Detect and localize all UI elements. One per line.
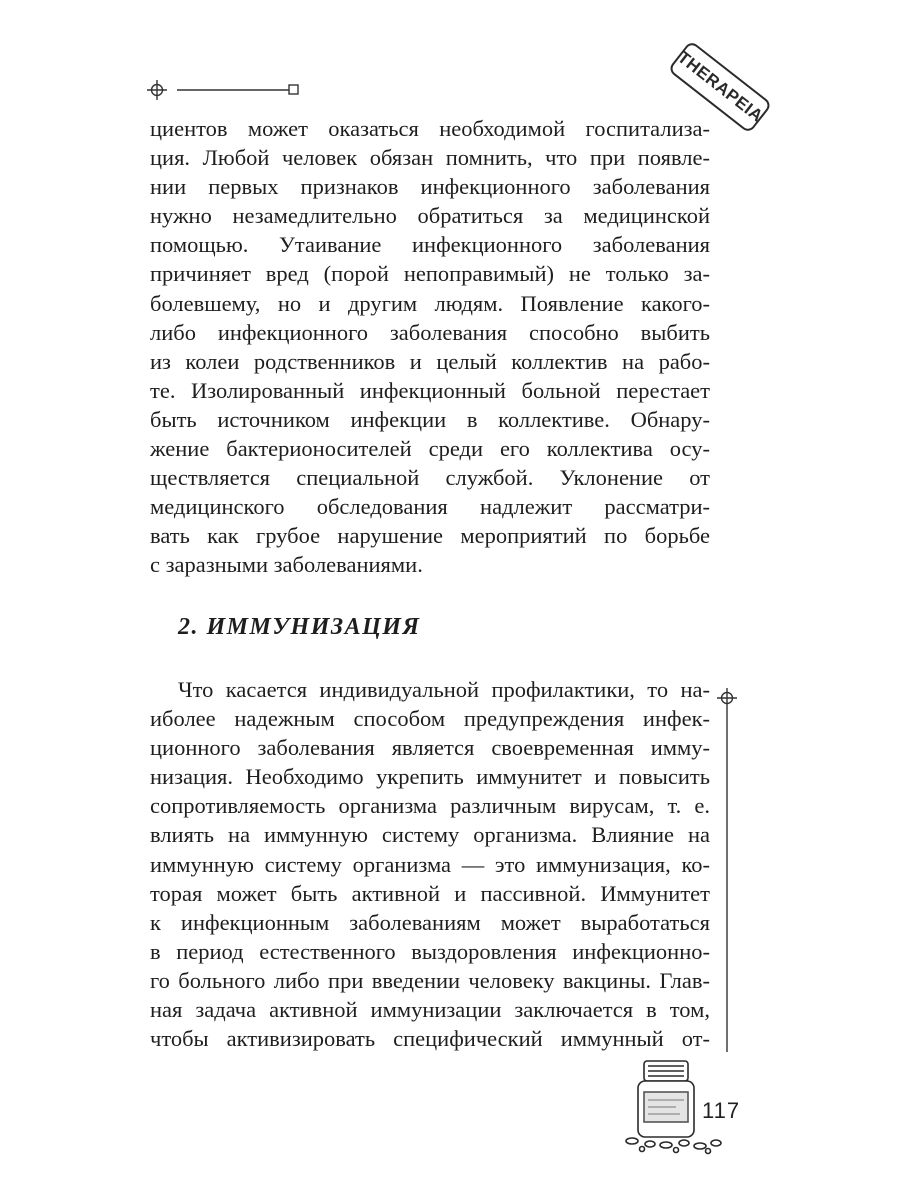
text-line: нии первых признаков инфекционного заболевания — [150, 174, 710, 200]
text-line: быть источником инфекции в коллективе. Обнару- — [150, 406, 710, 432]
text-line: с заразными заболеваниями. — [150, 552, 423, 578]
text-line: сопротивляемость организма различным вирусам, т. е. — [150, 793, 710, 819]
top-crosshair-icon — [147, 80, 167, 100]
text-line: ционного заболевания является своевременная имму- — [150, 735, 710, 761]
text-line: жение бактерионосителей среди его коллектива осу- — [150, 436, 710, 462]
text-line: низация. Необходимо укрепить иммунитет и повысить — [150, 764, 710, 790]
text-line: в период естественного выздоровления инфекционно- — [150, 938, 710, 964]
text-line: помощью. Утаивание инфекционного заболевания — [150, 232, 710, 258]
text-line: медицинского обследования надлежит рассматри- — [150, 494, 710, 520]
text-line: из колеи родственников и целый коллектив на рабо- — [150, 348, 710, 374]
text-line: те. Изолированный инфекционный больной перестает — [150, 377, 710, 403]
text-line: иммунную систему организма — это иммунизация, ко- — [150, 851, 710, 877]
text-line: причиняет вред (порой непоправимый) не только за- — [150, 261, 710, 287]
text-line: го больного либо при введении человеку вакцины. Глав- — [150, 967, 710, 993]
text-line: торая может быть активной и пассивной. Иммунитет — [150, 880, 710, 906]
therapeia-tag-label: THERAPEIA — [673, 47, 767, 126]
section-heading: 2. ИММУНИЗАЦИЯ — [178, 614, 421, 640]
text-line: ная задача активной иммунизации заключается в том, — [150, 997, 710, 1023]
text-line: ществляется специальной службой. Уклонение от — [150, 465, 710, 491]
side-crosshair-icon — [717, 688, 737, 708]
top-rule-end-square — [289, 85, 298, 94]
text-line: иболее надежным способом предупреждения инфек- — [150, 706, 710, 732]
text-line: к инфекционным заболеваниям может выработаться — [150, 909, 710, 935]
text-line: влиять на иммунную систему организма. Влияние на — [150, 822, 710, 848]
text-line: болевшему, но и другим людям. Появление какого- — [150, 290, 710, 316]
text-line: Что касается индивидуальной профилактики, то на- — [178, 677, 710, 702]
text-line: чтобы активизировать специфический иммунный от- — [150, 1026, 710, 1052]
text-line: циентов может оказаться необходимой госпитализа- — [150, 116, 710, 141]
text-line: вать как грубое нарушение мероприятий по борьбе — [150, 523, 710, 549]
paragraph-2 — [150, 675, 710, 1053]
text-line: либо инфекционного заболевания способно выбить — [150, 319, 710, 345]
text-line: нужно незамедлительно обратиться за медицинской — [150, 203, 710, 229]
paragraph-1 — [150, 114, 710, 580]
page-number: 117 — [702, 1098, 741, 1123]
text-line: ция. Любой человек обязан помнить, что при появле- — [150, 145, 710, 171]
